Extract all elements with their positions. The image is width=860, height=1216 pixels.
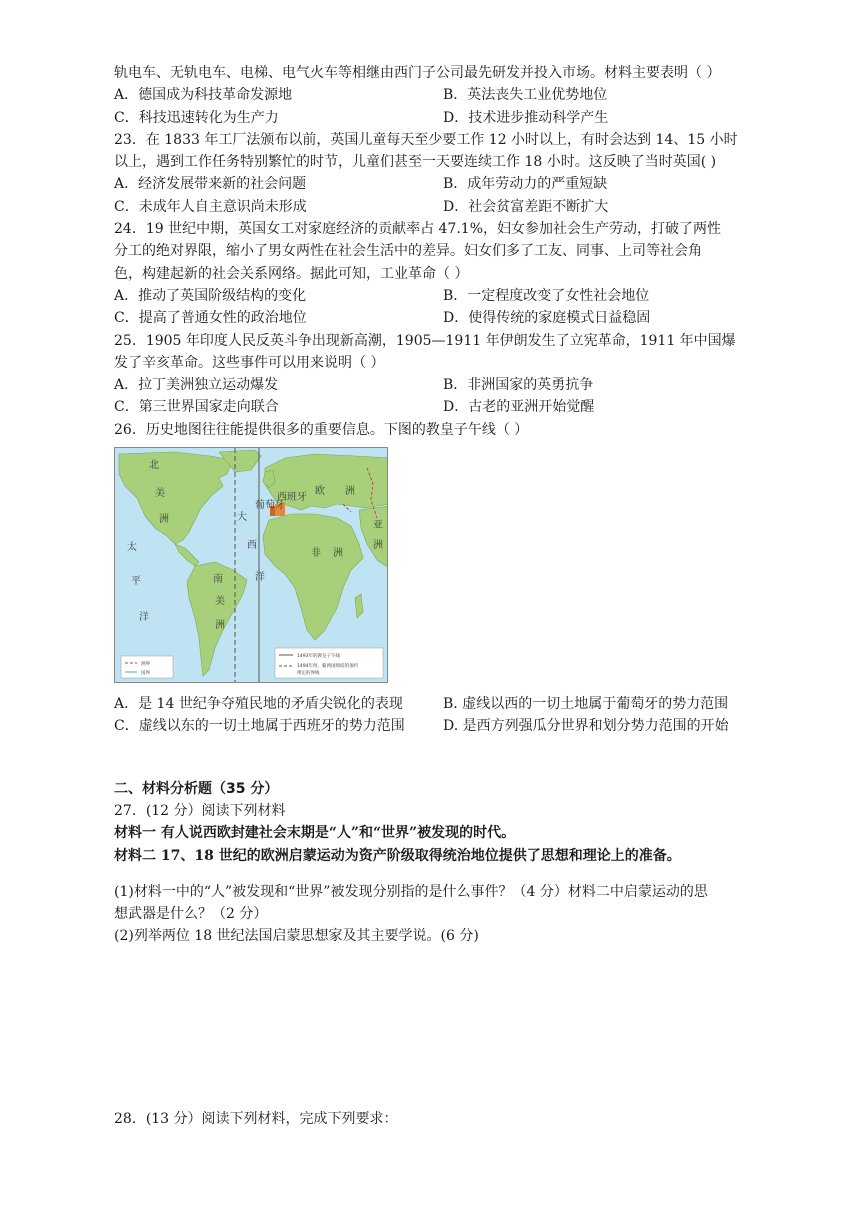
- africa-char-2: 洲: [333, 548, 343, 560]
- q24-stem-line1: 24．19 世纪中期，英国女工对家庭经济的贡献率占 47.1%，妇女参加社会生产劳动，打破了两性: [114, 221, 722, 238]
- q27-sub1-line1: (1)材料一中的“人”被发现和“世界”被发现分别指的是什么事件？（4 分）材料二中启蒙运动的思: [114, 883, 708, 900]
- spacer: [114, 738, 754, 764]
- n-america-char-3: 洲: [159, 514, 169, 526]
- q23-stem-line1: 23．在 1833 年工厂法颁布以前，英国儿童每天至少要工作 12 小时以上，有时会达到 14、15 小时: [114, 131, 738, 148]
- q23-stem-line2: 以上，遇到工作任务特别繁忙的时节，儿童们甚至一天要连续工作 18 小时。这反映了当时英国( ): [114, 154, 717, 171]
- africa-char-1: 非: [311, 548, 321, 560]
- q27-head: 27．(12 分）阅读下列材料: [114, 802, 286, 819]
- q24-option-c[interactable]: C．提高了普通女性的政治地位: [114, 310, 307, 327]
- q26-option-b[interactable]: B. 虚线以西的一切土地属于葡萄牙的势力范围: [443, 696, 729, 713]
- q25-stem-line2: 发了辛亥革命。这些事件可以用来说明（ ）: [114, 354, 385, 371]
- q25-option-b[interactable]: B．非洲国家的英勇抗争: [443, 377, 594, 394]
- spacer: [114, 764, 754, 778]
- label-spain: 西班牙: [277, 492, 307, 504]
- legend-left: [121, 656, 173, 678]
- q27-sub2: (2)列举两位 18 世纪法国启蒙思想家及其主要学说。(6 分): [114, 928, 479, 945]
- answer-space: [114, 948, 754, 1108]
- q24-option-b[interactable]: B．一定程度改变了女性社会地位: [443, 287, 650, 304]
- pacific-char-3: 洋: [139, 612, 149, 624]
- q28-head: 28．(13 分）阅读下列材料，完成下列要求：: [114, 1110, 398, 1127]
- asia-char-2: 洲: [373, 540, 383, 552]
- q22-option-a[interactable]: A．德国成为科技革命发源地: [114, 87, 293, 104]
- q26-options-ab: [114, 693, 754, 715]
- q22-stem-tail: 轨电车、无轨电车、电梯、电气火车等相继由西门子公司最先研发并投入市场。材料主要表明（ ）: [114, 65, 721, 81]
- q26-stem: 26．历史地图往往能提供很多的重要信息。下图的教皇子午线（ ）: [114, 421, 529, 438]
- legend-left-item-2: 国界: [141, 671, 150, 677]
- n-america-char-1: 北: [149, 460, 159, 472]
- legend-right: [275, 648, 383, 678]
- q26-map-container: [114, 447, 754, 687]
- q25-option-a[interactable]: A．拉丁美洲独立运动爆发: [114, 377, 279, 394]
- q25-option-d[interactable]: D．古老的亚洲开始觉醒: [443, 399, 595, 416]
- s-america-char-3: 洲: [215, 620, 225, 632]
- q22-option-c[interactable]: C．科技迅速转化为生产力: [114, 109, 279, 126]
- label-portugal: 葡萄牙: [255, 500, 285, 512]
- q24-option-d[interactable]: D．使得传统的家庭模式日益稳固: [443, 310, 651, 327]
- q25-options-cd: [114, 396, 754, 418]
- spacer: [114, 867, 754, 881]
- exam-page: [114, 62, 754, 1130]
- q22-options-cd: [114, 107, 754, 129]
- q25-options-ab: [114, 374, 754, 396]
- papal-meridian-map: [114, 447, 388, 683]
- s-america-char-2: 美: [215, 596, 225, 608]
- atlantic-char-2: 西: [247, 540, 257, 552]
- q25-option-c[interactable]: C．第三世界国家走向联合: [114, 399, 279, 416]
- q27-material-2: 材料二 17、18 世纪的欧洲启蒙运动为资产阶级取得统治地位提供了思想和理论上的准备。: [114, 847, 681, 864]
- pacific-char-2: 平: [131, 576, 141, 588]
- q26-option-d[interactable]: D. 是西方列强瓜分世界和划分势力范围的开始: [443, 718, 729, 735]
- q22-option-b[interactable]: B．英法丧失工业优势地位: [443, 87, 608, 104]
- q26-options-cd: [114, 715, 754, 737]
- q23-option-c[interactable]: C．未成年人自主意识尚未形成: [114, 198, 307, 215]
- asia-char-1: 亚: [373, 520, 383, 532]
- legend-left-item-1: 洲界: [141, 662, 150, 668]
- europe-char-1: 欧: [315, 486, 325, 498]
- europe-char-2: 洲: [345, 486, 355, 498]
- map-svg: [115, 448, 388, 683]
- q24-stem-line2: 分工的绝对界限，缩小了男女两性在社会生活中的差异。妇女们多了工友、同事、上司等社会角: [114, 243, 702, 260]
- q26-option-c[interactable]: C．虚线以东的一切土地属于西班牙的势力范围: [114, 718, 405, 735]
- atlantic-char-3: 洋: [255, 572, 265, 584]
- q24-options-cd: [114, 307, 754, 329]
- pacific-char-1: 太: [127, 542, 137, 554]
- q24-options-ab: [114, 285, 754, 307]
- q24-option-a[interactable]: A．推动了英国阶级结构的变化: [114, 287, 307, 304]
- q23-option-d[interactable]: D．社会贫富差距不断扩大: [443, 198, 609, 215]
- atlantic-char-1: 大: [237, 512, 247, 524]
- n-america-char-2: 美: [155, 488, 165, 500]
- q27-material-1: 材料一 有人说西欧封建社会末期是“人”和“世界”被发现的时代。: [114, 825, 516, 842]
- q23-options-cd: [114, 196, 754, 218]
- q23-options-ab: [114, 173, 754, 195]
- legend-right-item-1: 1493年的教皇子午线: [297, 654, 340, 660]
- q23-option-b[interactable]: B．成年劳动力的严重短缺: [443, 176, 608, 193]
- q24-stem-line3: 色，构建起新的社会关系网络。据此可知，工业革命（ ）: [114, 265, 469, 282]
- q22-options-ab: [114, 84, 754, 106]
- s-america-char-1: 南: [213, 574, 223, 586]
- q23-option-a[interactable]: A．经济发展带来新的社会问题: [114, 176, 307, 193]
- section-2-title: 二、材料分析题（35 分）: [114, 780, 279, 797]
- q27-sub1-line2: 想武器是什么？（2 分）: [114, 906, 268, 923]
- q25-stem-line1: 25．1905 年印度人民反英斗争出现新高潮，1905—1911 年伊朗发生了立宪革命，1911 年中国爆: [114, 332, 736, 349]
- q22-option-d[interactable]: D．技术进步推动科学产生: [443, 109, 609, 126]
- legend-right-item-3: 规定的界线: [297, 671, 320, 677]
- q26-option-a[interactable]: A．是 14 世纪争夺殖民地的矛盾尖锐化的表现: [114, 696, 403, 713]
- legend-right-item-2: 1494年西、葡两国缔结的条约: [297, 664, 358, 670]
